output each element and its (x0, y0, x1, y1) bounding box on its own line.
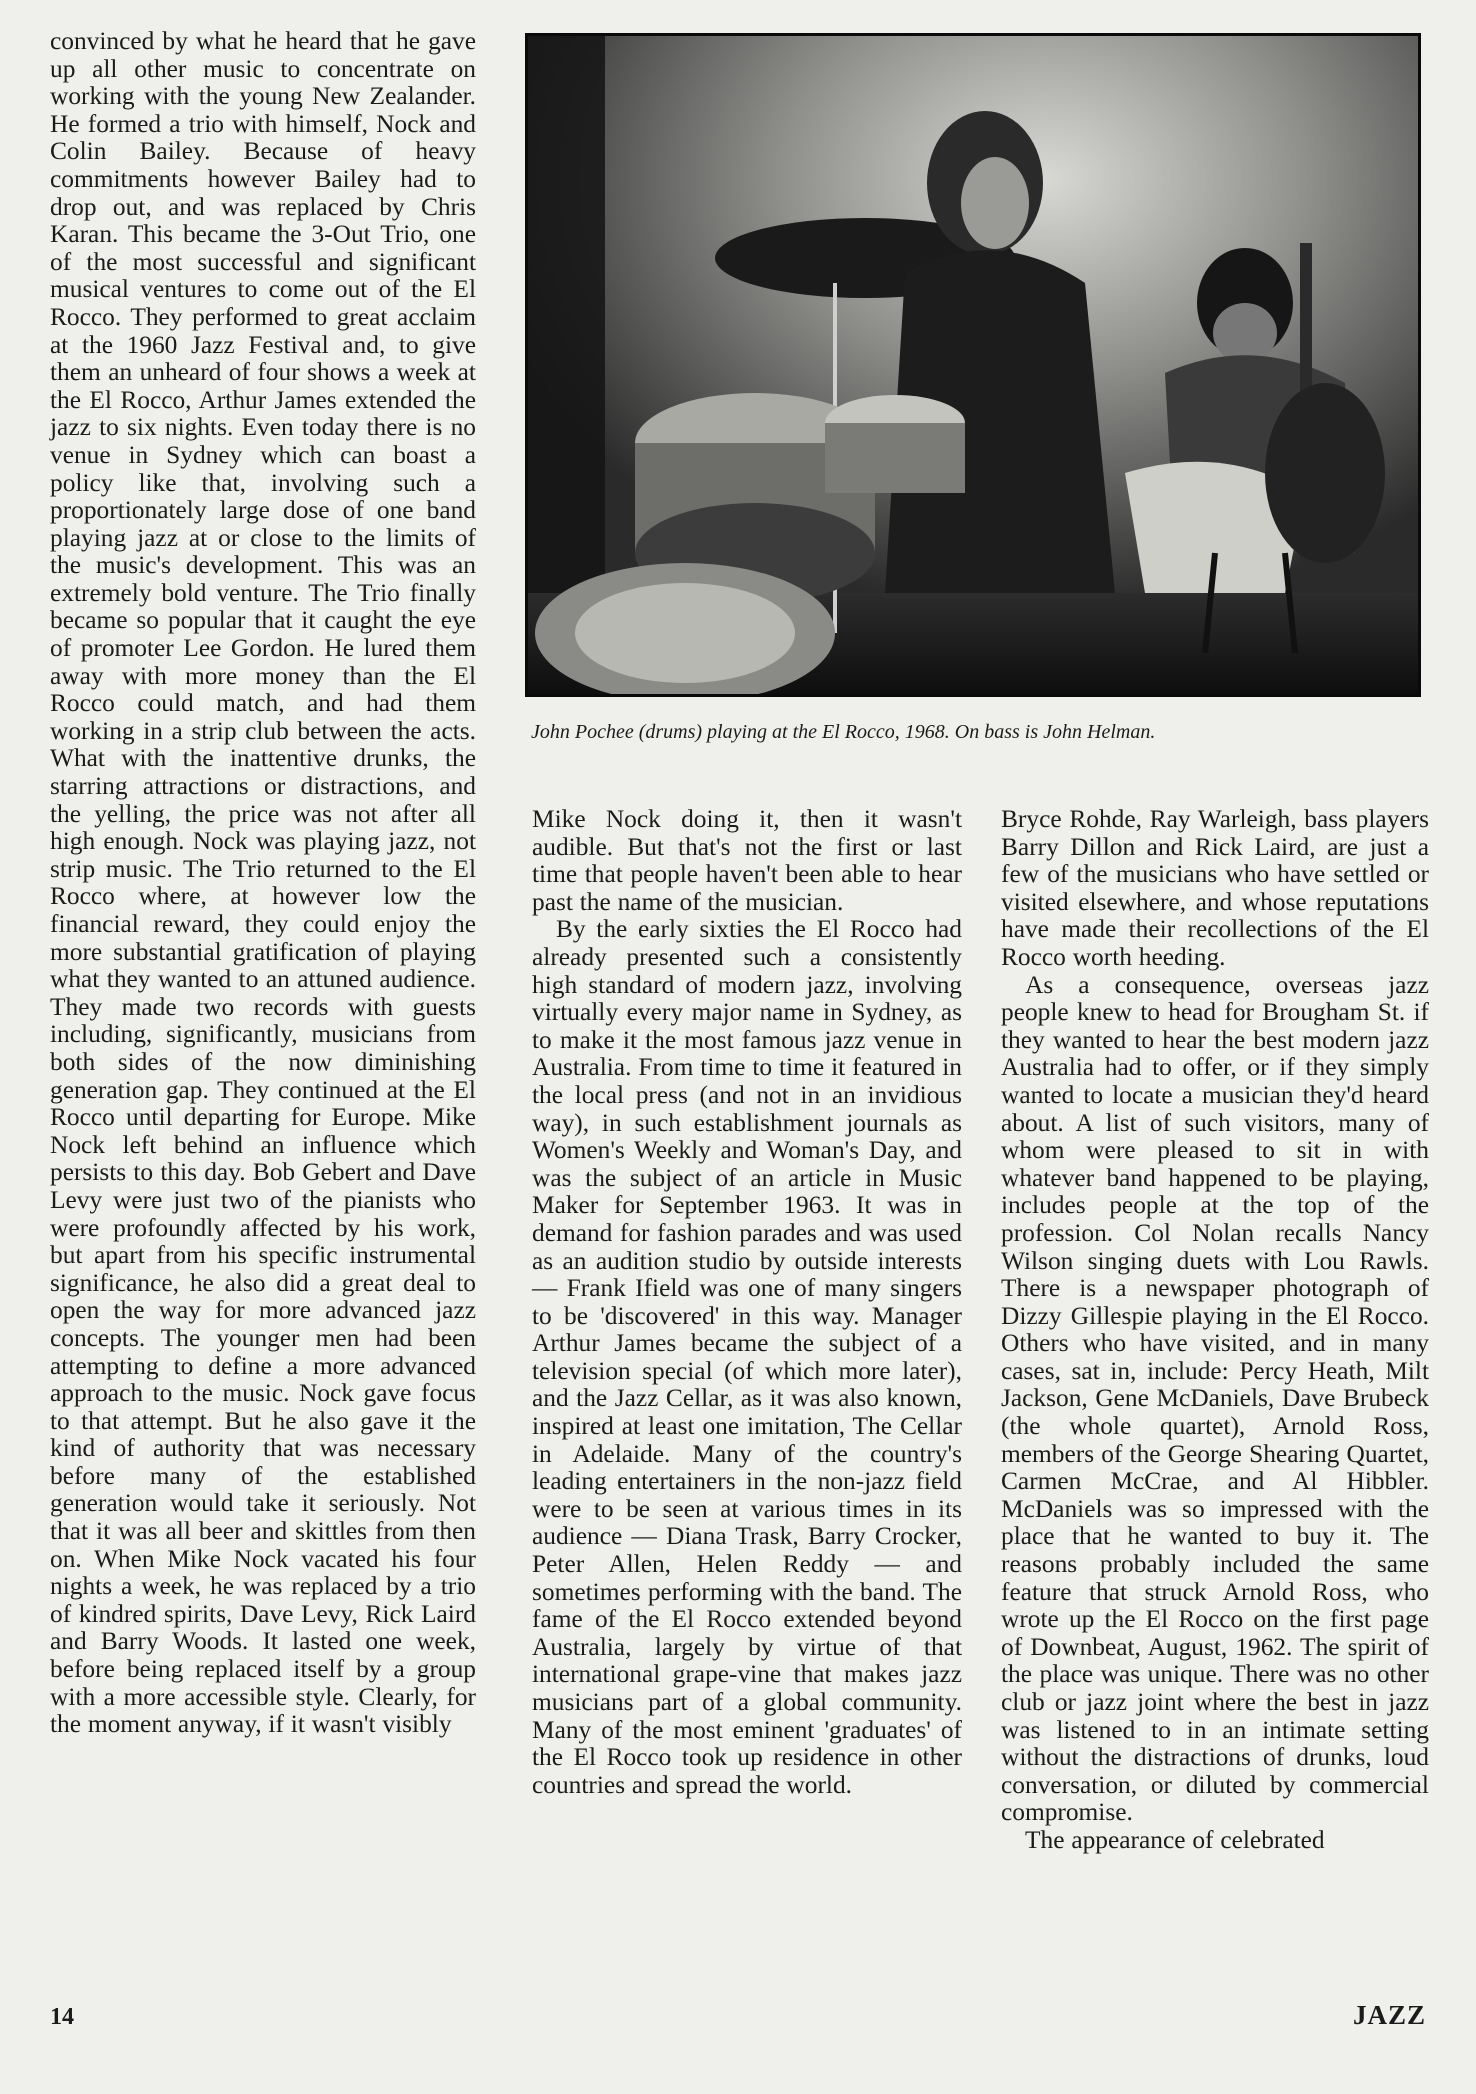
photo-caption: John Pochee (drums) playing at the El Rocco, 1968. On bass is John Helman. (531, 721, 1156, 743)
page-number: 14 (50, 2004, 74, 2030)
paragraph: convinced by what he heard that he gave up all other music to concentrate on working with the young New Zealander. He formed a trio with himself, Nock and Colin Bailey. Because of heavy commitments however Bailey had to drop out, and was replaced by Chris Karan. This became the 3-Out Trio, one of the most successful and significant musical ventures to come out of the El Rocco. They performed to great acclaim at the 1960 Jazz Festival and, to give them an unheard of four shows a week at the El Rocco, Arthur James extended the jazz to six nights. Even today there is no venue in Sydney which can boast a policy like that, involving such a proportionately large dose of one band playing jazz at or close to the limits of the music's development. This was an extremely bold venture. The Trio finally became so popular that it caught the eye of promoter Lee Gordon. He lured them away with more money than the El Rocco could match, and had them working in a strip club between the acts. What with the inattentive drunks, the starring attractions or distractions, and the yelling, the price was not after all high enough. Nock was playing jazz, not strip music. The Trio returned to the El Rocco where, at however low the financial reward, they could enjoy the more substantial gratification of playing what they wanted to an attuned audience. They made two records with guests including, significantly, musicians from both sides of the now diminishing generation gap. They continued at the El Rocco until departing for Europe. Mike Nock left behind an influence which persists to this day. Bob Gebert and Dave Levy were just two of the pianists who were profoundly affected by his work, but apart from his specific instrumental significance, he also did a great deal to open the way for more advanced jazz concepts. The younger men had been attempting to define a more advanced approach to the music. Nock gave focus to that attempt. But he also gave it the kind of authority that was necessary before many of the established generation would take it seriously. Not that it was all beer and skittles from then on. When Mike Nock vacated his four nights a week, he was replaced by a trio of kindred spirits, Dave Levy, Rick Laird and Barry Woods. It lasted one week, before being replaced itself by a group with a more accessible style. Clearly, for the moment anyway, if it wasn't visibly (50, 27, 476, 1739)
paragraph: The appearance of celebrated (1025, 1825, 1325, 1854)
article-column-1 (50, 28, 476, 1739)
photograph-drummer-and-bassist-icon (525, 33, 1421, 697)
article-column-2 (532, 806, 962, 1799)
paragraph: As a consequence, overseas jazz people knew to head for Brougham St. if they wanted to hear the best modern jazz Australia had to offer, or if they simply wanted to locate a musician they'd heard about. A list of such visitors, many of whom were pleased to sit in with whatever band happened to be playing, includes people at the top of the profession. Col Nolan recalls Nancy Wilson singing duets with Lou Rawls. There is a newspaper photograph of Dizzy Gillespie playing in the El Rocco. Others who have visited, and in many cases, sat in, include: Percy Heath, Milt Jackson, Gene McDaniels, Dave Brubeck (the whole quartet), Arnold Ross, members of the George Shearing Quartet, Carmen McCrae, and Al Hibbler. McDaniels was so impressed with the place that he wanted to buy it. The reasons probably included the same feature that struck Arnold Ross, who wrote up the El Rocco on the first page of Downbeat, August, 1962. The spirit of the place was unique. There was no other club or jazz joint where the best in jazz was listened to in an intimate setting without the distractions of drunks, loud conversation, or diluted by commercial compromise. (1001, 970, 1429, 1827)
paragraph: Bryce Rohde, Ray Warleigh, bass players Barry Dillon and Rick Laird, are just a few of the musicians who have settled or visited elsewhere, and whose reputations have made their recollections of the El Rocco worth heeding. (1001, 805, 1429, 971)
paragraph: Mike Nock doing it, then it wasn't audible. But that's not the first or last time that people haven't been able to hear past the name of the musician. (532, 805, 962, 916)
paragraph: By the early sixties the El Rocco had already presented such a consistently high standard of modern jazz, involving virtually every major name in Sydney, as to make it the most famous jazz venue in Australia. From time to time it featured in the local press (and not in an invidious way), in such establishment journals as Women's Weekly and Woman's Day, and was the subject of an article in Music Maker for September 1963. It was in demand for fashion parades and was used as an audition studio by outside interests — Frank Ifield was one of many singers to be 'discovered' in this way. Manager Arthur James became the subject of a television special (of which more later), and the Jazz Cellar, as it was also known, inspired at least one imitation, The Cellar in Adelaide. Many of the country's leading entertainers in the non-jazz field were to be seen at various times in its audience — Diana Trask, Barry Crocker, Peter Allen, Helen Reddy — and sometimes performing with the band. The fame of the El Rocco extended beyond Australia, largely by virtue of that international grape-vine that makes jazz musicians part of a global community. Many of the most eminent 'graduates' of the El Rocco took up residence in other countries and spread the world. (532, 915, 962, 1799)
magazine-name: JAZZ (1352, 2000, 1426, 2030)
article-photo (525, 33, 1421, 697)
article-column-3 (1001, 806, 1429, 1855)
